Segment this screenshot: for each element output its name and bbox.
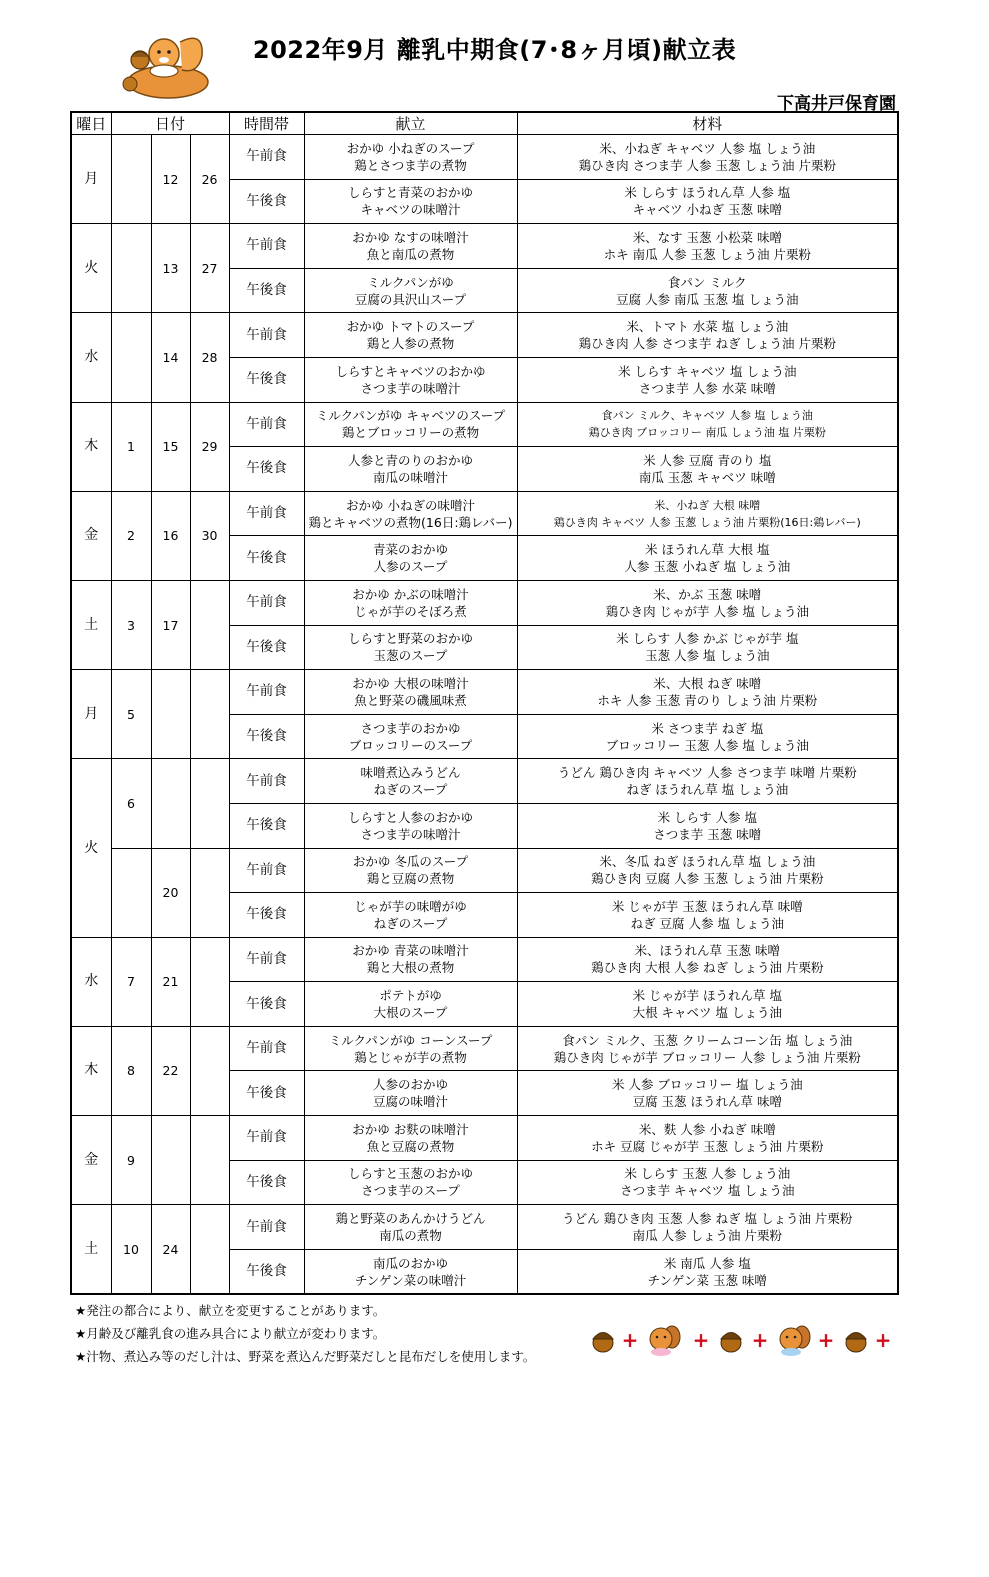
menu-line: 味噌煮込みうどん [360,765,461,781]
squirrel-icon [650,1326,680,1356]
menu-line: おかゆ かぶの味噌汁 [352,586,469,602]
table-body [71,135,898,1295]
menu-line: しらすと青菜のおかゆ [348,185,474,201]
date-cell: 28 [190,313,229,402]
ingredients-cell [517,313,898,358]
decoration-strip [588,1322,898,1358]
menu-line: ポテトがゆ [379,988,442,1004]
ingredients-cell [517,625,898,670]
weekday-cell: 水 [71,937,111,1026]
ingredient-line: 米 しらす 人参 かぶ じゃが芋 塩 [616,631,799,647]
menu-line: じゃが芋の味噌がゆ [354,898,467,914]
menu-cell [304,714,517,759]
menu-line: おかゆ なすの味噌汁 [352,229,469,245]
table-row [71,848,898,893]
menu-line: 鶏とじゃが芋の煮物 [354,1049,467,1065]
ingredient-line: キャベツ 小ねぎ 玉葱 味噌 [632,202,782,218]
date-cell: 5 [111,670,151,759]
menu-line: 人参のおかゆ [373,1077,449,1093]
header-time-slot: 時間帯 [229,112,304,135]
menu-line: 鶏と豆腐の煮物 [366,871,455,887]
ingredients-cell [517,402,898,447]
date-cell: 17 [151,580,190,669]
note-line: ★月齢及び離乳食の進み具合により献立が変わります。 [75,1326,386,1341]
time-slot-cell: 午後食 [229,1160,304,1205]
ingredient-line: 米 さつま芋 ねぎ 塩 [651,720,764,736]
ingredient-line: 米、かぶ 玉葱 味噌 [653,586,762,602]
menu-line: 南瓜の味噌汁 [373,469,449,485]
time-slot-cell: 午後食 [229,625,304,670]
ingredients-cell [517,848,898,893]
time-slot-cell: 午後食 [229,1071,304,1116]
date-cell: 14 [151,313,190,402]
ingredient-line: 鶏ひき肉 大根 人参 ねぎ しょう油 片栗粉 [591,960,824,976]
menu-line: 魚と豆腐の煮物 [366,1138,455,1154]
menu-line: 豆腐の味噌汁 [373,1094,449,1110]
menu-line: 鶏と野菜のあんかけうどん [335,1211,486,1227]
ingredient-line: さつま芋 人参 水菜 味噌 [638,380,776,396]
menu-line: 大根のスープ [373,1005,448,1021]
table-row [71,1205,898,1250]
ingredient-line: ブロッコリー 玉葱 人参 塩 しょう油 [605,737,809,753]
ingredient-line: 鶏ひき肉 じゃが芋 人参 塩 しょう油 [605,603,809,619]
table-row [71,670,898,715]
menu-cell [304,1116,517,1161]
menu-cell [304,491,517,536]
table-row [71,580,898,625]
menu-line: おかゆ 小ねぎのスープ [346,140,475,156]
menu-line: 人参と青のりのおかゆ [348,452,474,468]
time-slot-cell: 午後食 [229,803,304,848]
weekday-cell: 土 [71,580,111,669]
table-row [71,135,898,180]
table-row [71,402,898,447]
ingredient-line: 食パン ミルク [667,274,747,290]
ingredient-line: 玉葱 人参 塩 しょう油 [645,648,770,664]
menu-line: 南瓜のおかゆ [373,1255,449,1271]
weekday-cell: 火 [71,759,111,937]
menu-line: 玉葱のスープ [373,648,448,664]
ingredient-line: 米 南瓜 人参 塩 [663,1255,751,1271]
ingredients-cell [517,224,898,269]
ingredient-line: 豆腐 玉葱 ほうれん草 味噌 [632,1094,782,1110]
date-cell [111,135,151,224]
time-slot-cell: 午後食 [229,982,304,1027]
menu-cell [304,893,517,938]
menu-line: おかゆ 小ねぎの味噌汁 [346,497,476,513]
menu-line: 鶏と人参の煮物 [366,336,455,352]
time-slot-cell: 午後食 [229,268,304,313]
time-slot-cell: 午前食 [229,848,304,893]
ingredients-cell [517,1071,898,1116]
menu-table [70,111,899,1295]
ingredients-cell [517,268,898,313]
note-line: ★発注の都合により、献立を変更することがあります。 [75,1303,386,1318]
menu-cell [304,670,517,715]
school-name: 下高井戸保育園 [777,94,896,114]
date-cell: 2 [111,491,151,580]
ingredient-line: 大根 キャベツ 塩 しょう油 [632,1005,782,1021]
svg-text:+: + [874,1328,892,1352]
time-slot-cell: 午前食 [229,580,304,625]
menu-cell [304,1071,517,1116]
menu-cell [304,937,517,982]
ingredient-line: 米 ほうれん草 大根 塩 [645,542,770,558]
ingredient-line: 米、麩 人参 小ねぎ 味噌 [638,1121,776,1137]
ingredients-cell [517,1249,898,1294]
time-slot-cell: 午後食 [229,714,304,759]
ingredient-line: ホキ 南瓜 人参 玉葱 しょう油 片栗粉 [603,246,811,262]
date-cell: 24 [151,1205,190,1295]
menu-line: チンゲン菜の味噌汁 [354,1272,467,1288]
ingredient-line: ホキ 人参 玉葱 青のり しょう油 片栗粉 [597,692,818,708]
menu-line: しらすと人参のおかゆ [348,809,474,825]
ingredient-line: さつま芋 キャベツ 塩 しょう油 [620,1183,795,1199]
date-cell: 22 [151,1026,190,1115]
menu-line: ねぎのスープ [373,782,448,798]
table-row [71,1116,898,1161]
ingredient-line: 鶏ひき肉 じゃが芋 ブロッコリー 人参 しょう油 片栗粉 [553,1049,861,1065]
menu-line: 鶏とさつま芋の煮物 [354,157,467,173]
ingredient-line: ねぎ 豆腐 人参 塩 しょう油 [630,915,784,931]
time-slot-cell: 午後食 [229,536,304,581]
ingredient-line: 米 しらす ほうれん草 人参 塩 [624,185,791,201]
ingredients-cell [517,447,898,492]
ingredient-line: ねぎ ほうれん草 塩 しょう油 [626,782,789,798]
menu-line: おかゆ 大根の味噌汁 [352,675,469,691]
time-slot-cell: 午前食 [229,759,304,804]
date-cell: 15 [151,402,190,491]
ingredient-line: 食パン ミルク、玉葱 クリームコーン缶 塩 しょう油 [562,1032,853,1048]
menu-cell [304,224,517,269]
date-cell: 12 [151,135,190,224]
menu-line: さつま芋のスープ [361,1183,460,1199]
ingredient-line: 鶏ひき肉 ブロッコリー 南瓜 しょう油 塩 片栗粉 [588,426,826,440]
menu-cell [304,1160,517,1205]
ingredients-cell [517,536,898,581]
date-cell [190,1116,229,1205]
table-header-row [71,112,898,135]
ingredients-cell [517,491,898,536]
ingredient-line: 米、冬瓜 ねぎ ほうれん草 塩 しょう油 [599,854,816,870]
menu-cell [304,268,517,313]
ingredient-line: 米 じゃが芋 ほうれん草 塩 [632,988,782,1004]
ingredient-line: 米 じゃが芋 玉葱 ほうれん草 味噌 [611,898,803,914]
time-slot-cell: 午前食 [229,1026,304,1071]
date-cell: 16 [151,491,190,580]
page-title: 2022年9月 離乳中期食(7･8ヶ月頃)献立表 [252,36,737,64]
menu-line: キャベツの味噌汁 [360,202,461,218]
menu-line: 魚と南瓜の煮物 [366,246,455,262]
menu-line: ミルクパンがゆ [367,274,454,290]
date-cell: 29 [190,402,229,491]
time-slot-cell: 午前食 [229,313,304,358]
ingredient-line: 米、なす 玉葱 小松菜 味噌 [632,229,782,245]
ingredients-cell [517,893,898,938]
menu-line: 南瓜の煮物 [379,1228,442,1244]
ingredient-line: 南瓜 玉葱 キャベツ 味噌 [638,469,776,485]
ingredients-cell [517,1116,898,1161]
header-ingredients: 材料 [517,112,898,135]
date-cell: 26 [190,135,229,224]
date-cell [151,1116,190,1205]
squirrel-icon [780,1326,810,1356]
ingredient-line: うどん 鶏ひき肉 キャベツ 人参 さつま芋 味噌 片栗粉 [557,765,857,781]
weekday-cell: 火 [71,224,111,313]
menu-cell [304,536,517,581]
date-cell [151,759,190,848]
ingredient-line: チンゲン菜 玉葱 味噌 [647,1272,767,1288]
menu-cell [304,447,517,492]
menu-cell [304,179,517,224]
ingredient-line: 食パン ミルク、キャベツ 人参 塩 しょう油 [601,409,813,423]
ingredient-line: 米 しらす 人参 塩 [657,809,757,825]
svg-text:+: + [751,1328,769,1352]
ingredient-line: 米、ほうれん草 玉葱 味噌 [634,943,780,959]
notes [75,1299,535,1368]
date-cell: 13 [151,224,190,313]
menu-line: おかゆ トマトのスープ [346,319,475,335]
ingredient-line: 鶏ひき肉 さつま芋 人参 玉葱 しょう油 片栗粉 [578,157,836,173]
table-row [71,1026,898,1071]
date-cell [190,1026,229,1115]
date-cell: 7 [111,937,151,1026]
header-weekday: 曜日 [71,112,111,135]
date-cell: 30 [190,491,229,580]
ingredient-line: 鶏ひき肉 豆腐 人参 玉葱 しょう油 片栗粉 [591,871,824,887]
ingredients-cell [517,580,898,625]
acorn-icon [846,1333,866,1353]
weekday-cell: 水 [71,313,111,402]
time-slot-cell: 午前食 [229,937,304,982]
ingredients-cell [517,982,898,1027]
acorn-icon [721,1333,741,1353]
menu-line: ねぎのスープ [373,915,448,931]
time-slot-cell: 午後食 [229,447,304,492]
time-slot-cell: 午前食 [229,1116,304,1161]
menu-line: 青菜のおかゆ [373,542,449,558]
time-slot-cell: 午後食 [229,179,304,224]
time-slot-cell: 午後食 [229,357,304,402]
date-cell [190,759,229,848]
date-cell: 20 [151,848,190,937]
weekday-cell: 木 [71,1026,111,1115]
menu-line: おかゆ 青菜の味噌汁 [352,943,469,959]
svg-text:+: + [817,1328,835,1352]
menu-line: 鶏とキャベツの煮物(16日:鶏レバー) [308,514,513,530]
ingredient-line: 鶏ひき肉 人参 さつま芋 ねぎ しょう油 片栗粉 [578,336,836,352]
menu-cell [304,848,517,893]
ingredient-line: うどん 鶏ひき肉 玉葱 人参 ねぎ 塩 しょう油 片栗粉 [562,1211,853,1227]
ingredient-line: 米 人参 豆腐 青のり 塩 [643,452,772,468]
menu-line: ブロッコリーのスープ [348,737,473,753]
menu-cell [304,1249,517,1294]
ingredients-cell [517,1205,898,1250]
ingredient-line: 米 しらす 玉葱 人参 しょう油 [624,1166,791,1182]
menu-cell [304,625,517,670]
menu-cell [304,982,517,1027]
time-slot-cell: 午後食 [229,893,304,938]
weekday-cell: 月 [71,670,111,759]
date-cell: 9 [111,1116,151,1205]
ingredient-line: 米、トマト 水菜 塩 しょう油 [626,319,789,335]
menu-line: さつま芋の味噌汁 [360,380,461,396]
ingredient-line: ホキ 豆腐 じゃが芋 玉葱 しょう油 片栗粉 [591,1138,824,1154]
ingredients-cell [517,803,898,848]
ingredients-cell [517,179,898,224]
svg-text:+: + [692,1328,710,1352]
ingredient-line: さつま芋 玉葱 味噌 [653,826,762,842]
ingredient-line: 米、小ねぎ 大根 味噌 [654,498,761,512]
date-cell [151,670,190,759]
plus-icon [622,1328,639,1352]
menu-line: しらすと野菜のおかゆ [348,631,474,647]
menu-line: 豆腐の具沢山スープ [354,291,467,307]
table-row [71,759,898,804]
date-cell: 3 [111,580,151,669]
table-row [71,313,898,358]
menu-line: しらすとキャベツのおかゆ [335,363,486,379]
menu-cell [304,313,517,358]
weekday-cell: 木 [71,402,111,491]
menu-line: ミルクパンがゆ コーンスープ [328,1032,493,1048]
header-date: 日付 [111,112,229,135]
ingredients-cell [517,1160,898,1205]
date-cell: 10 [111,1205,151,1295]
time-slot-cell: 午前食 [229,402,304,447]
ingredient-line: 鶏ひき肉 キャベツ 人参 玉葱 しょう油 片栗粉(16日:鶏レバー) [553,515,861,529]
acorn-icon [593,1333,613,1353]
header-menu: 献立 [304,112,517,135]
ingredients-cell [517,1026,898,1071]
menu-cell [304,803,517,848]
date-cell: 6 [111,759,151,848]
weekday-cell: 土 [71,1205,111,1295]
plus-icon [752,1328,769,1352]
ingredient-line: 南瓜 人参 しょう油 片栗粉 [632,1228,782,1244]
menu-cell [304,759,517,804]
menu-line: おかゆ 冬瓜のスープ [352,854,469,870]
ingredient-line: 豆腐 人参 南瓜 玉葱 塩 しょう油 [616,291,799,307]
ingredient-line: 米 しらす キャベツ 塩 しょう油 [618,363,797,379]
ingredient-line: 米 人参 ブロッコリー 塩 しょう油 [611,1077,803,1093]
date-cell: 27 [190,224,229,313]
time-slot-cell: 午前食 [229,491,304,536]
table-row [71,224,898,269]
menu-line: さつま芋のおかゆ [360,720,461,736]
menu-line: おかゆ お麩の味噌汁 [352,1121,469,1137]
date-cell [190,848,229,937]
menu-line: 人参のスープ [373,559,448,575]
ingredient-line: 人参 玉葱 小ねぎ 塩 しょう油 [624,559,791,575]
ingredient-line: 米、大根 ねぎ 味噌 [653,675,762,691]
menu-cell [304,1026,517,1071]
weekday-cell: 月 [71,135,111,224]
table-row [71,491,898,536]
ingredients-cell [517,357,898,402]
menu-line: さつま芋の味噌汁 [360,826,461,842]
ingredients-cell [517,937,898,982]
plus-icon [693,1328,710,1352]
menu-line: じゃが芋のそぼろ煮 [354,603,467,619]
menu-cell [304,580,517,625]
menu-line: ミルクパンがゆ キャベツのスープ [315,408,506,424]
date-cell: 21 [151,937,190,1026]
menu-cell [304,135,517,180]
note-line: ★汁物、煮込み等のだし汁は、野菜を煮込んだ野菜だしと昆布だしを使用します。 [75,1349,536,1364]
menu-cell [304,1205,517,1250]
date-cell: 1 [111,402,151,491]
menu-line: 鶏とブロッコリーの煮物 [341,425,480,441]
time-slot-cell: 午後食 [229,1249,304,1294]
plus-icon [818,1328,835,1352]
date-cell [190,670,229,759]
date-cell [190,1205,229,1295]
ingredients-cell [517,759,898,804]
date-cell [111,224,151,313]
time-slot-cell: 午前食 [229,224,304,269]
time-slot-cell: 午前食 [229,135,304,180]
ingredient-line: 米、小ねぎ キャベツ 人参 塩 しょう油 [599,140,816,156]
menu-cell [304,357,517,402]
plus-icon [875,1328,892,1352]
time-slot-cell: 午前食 [229,1205,304,1250]
date-cell [111,313,151,402]
menu-cell [304,402,517,447]
menu-line: 鶏と大根の煮物 [366,960,455,976]
ingredients-cell [517,670,898,715]
svg-text:+: + [621,1328,639,1352]
table-row [71,937,898,982]
ingredients-cell [517,135,898,180]
date-cell [111,848,151,937]
weekday-cell: 金 [71,1116,111,1205]
time-slot-cell: 午前食 [229,670,304,715]
date-cell [190,580,229,669]
menu-line: しらすと玉葱のおかゆ [348,1166,474,1182]
date-cell: 8 [111,1026,151,1115]
ingredients-cell [517,714,898,759]
weekday-cell: 金 [71,491,111,580]
menu-line: 魚と野菜の磯風味煮 [354,692,467,708]
date-cell [190,937,229,1026]
